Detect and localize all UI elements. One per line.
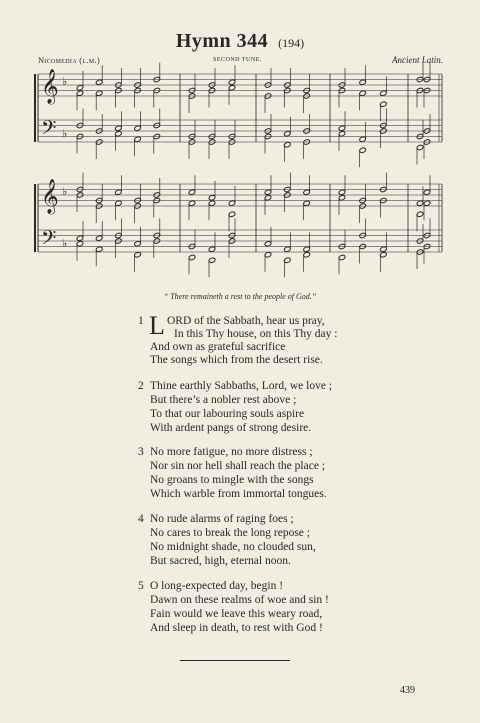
note-head bbox=[134, 241, 142, 247]
note-head bbox=[134, 125, 142, 131]
note-head bbox=[228, 79, 236, 85]
note-head bbox=[359, 147, 367, 153]
note-head bbox=[228, 85, 236, 91]
closing-rule bbox=[180, 660, 290, 661]
note-head bbox=[338, 131, 346, 137]
note-head bbox=[359, 136, 367, 142]
note-head bbox=[115, 125, 123, 131]
note-head bbox=[208, 200, 216, 206]
note-head bbox=[76, 235, 84, 241]
note-head bbox=[338, 195, 346, 201]
note-head bbox=[264, 195, 272, 201]
alt-hymn-number: (194) bbox=[278, 36, 305, 50]
verse-line: In this Thy house, on this Thy day : bbox=[174, 328, 338, 340]
verse-line: Nor sin nor hell shall reach the place ; bbox=[150, 460, 325, 472]
note-head bbox=[284, 142, 292, 148]
note-head bbox=[303, 246, 311, 252]
drop-cap: L bbox=[149, 311, 165, 340]
note-head bbox=[95, 246, 103, 252]
note-head bbox=[95, 235, 103, 241]
music-score bbox=[0, 0, 480, 290]
note-head bbox=[134, 136, 142, 142]
note-head bbox=[134, 252, 142, 258]
treble-clef-icon: 𝄞 bbox=[41, 179, 59, 214]
bass-clef-icon: 𝄢 bbox=[41, 226, 57, 254]
verse-number: 2 bbox=[138, 380, 144, 392]
verse-line: But there’s a nobler rest above ; bbox=[150, 394, 297, 406]
note-head bbox=[303, 200, 311, 206]
note-head bbox=[359, 79, 367, 85]
note-head bbox=[76, 85, 84, 91]
note-head bbox=[380, 252, 388, 258]
verse-number: 1 bbox=[138, 315, 144, 327]
treble-clef-icon: 𝄞 bbox=[41, 69, 59, 104]
verse-line: Thine earthly Sabbaths, Lord, we love ; bbox=[150, 380, 333, 392]
verse-line: No groans to mingle with the songs bbox=[150, 474, 314, 486]
note-head bbox=[95, 90, 103, 96]
note-head bbox=[188, 200, 196, 206]
epigraph: “ There remaineth a rest to the people of God.” bbox=[163, 292, 317, 301]
verse-line: No rude alarms of raging foes ; bbox=[150, 513, 294, 525]
flat-icon: ♭ bbox=[62, 185, 68, 198]
verse-line: Fain would we leave this weary road, bbox=[150, 608, 323, 620]
note-head bbox=[423, 200, 431, 206]
note-head bbox=[284, 257, 292, 263]
verse-line: Which warble from immortal tongues. bbox=[150, 488, 327, 500]
verse-line: Dawn on these realms of woe and sin ! bbox=[150, 594, 329, 606]
note-head bbox=[338, 189, 346, 195]
note-head bbox=[338, 254, 346, 260]
verse-number: 3 bbox=[138, 446, 144, 458]
note-head bbox=[416, 144, 424, 150]
note-head bbox=[115, 131, 123, 137]
verse-line: To that our labouring souls aspire bbox=[150, 408, 305, 420]
note-head bbox=[208, 257, 216, 263]
note-head bbox=[303, 252, 311, 258]
verse-line: No more fatigue, no more distress ; bbox=[150, 446, 313, 458]
verse-number: 5 bbox=[138, 580, 144, 592]
flat-icon: ♭ bbox=[62, 237, 68, 250]
note-head bbox=[416, 211, 424, 217]
note-head bbox=[208, 195, 216, 201]
flat-icon: ♭ bbox=[62, 75, 68, 88]
note-head bbox=[380, 246, 388, 252]
note-head bbox=[380, 101, 388, 107]
note-head bbox=[338, 125, 346, 131]
note-head bbox=[115, 200, 123, 206]
hymn-title: Hymn 344 bbox=[175, 30, 269, 52]
note-head bbox=[95, 79, 103, 85]
note-head bbox=[416, 200, 424, 206]
tune-label: SECOND TUNE. bbox=[213, 57, 262, 63]
flat-icon: ♭ bbox=[62, 127, 68, 140]
verse-line: No cares to break the long repose ; bbox=[150, 527, 310, 539]
note-head bbox=[359, 90, 367, 96]
note-head bbox=[228, 211, 236, 217]
note-head bbox=[284, 131, 292, 137]
verse-line: But sacred, high, eternal noon. bbox=[150, 555, 291, 567]
note-head bbox=[303, 189, 311, 195]
note-head bbox=[423, 189, 431, 195]
page-number: 439 bbox=[400, 685, 415, 696]
note-head bbox=[284, 246, 292, 252]
note-head bbox=[188, 254, 196, 260]
tune-name: Nicomedia (l.m.) bbox=[38, 55, 100, 65]
note-head bbox=[380, 90, 388, 96]
verse-line: ORD of the Sabbath, hear us pray, bbox=[167, 315, 325, 327]
note-head bbox=[264, 252, 272, 258]
verse-line: And sleep in death, to rest with God ! bbox=[150, 622, 323, 634]
verse-line: No midnight shade, no clouded sun, bbox=[150, 541, 316, 553]
verse-line: And own as grateful sacrifice bbox=[150, 341, 286, 353]
tune-source: Ancient Latin. bbox=[392, 55, 443, 65]
note-head bbox=[228, 200, 236, 206]
verse-line: With ardent pangs of strong desire. bbox=[150, 422, 312, 434]
verse-number: 4 bbox=[138, 513, 144, 525]
note-head bbox=[264, 241, 272, 247]
note-head bbox=[208, 246, 216, 252]
note-head bbox=[76, 241, 84, 247]
note-head bbox=[264, 189, 272, 195]
verse-line: The songs which from the desert rise. bbox=[150, 354, 323, 366]
verse-line: O long-expected day, begin ! bbox=[150, 580, 284, 592]
bass-clef-icon: 𝄢 bbox=[41, 116, 57, 144]
note-head bbox=[76, 90, 84, 96]
note-head bbox=[115, 189, 123, 195]
note-head bbox=[188, 189, 196, 195]
